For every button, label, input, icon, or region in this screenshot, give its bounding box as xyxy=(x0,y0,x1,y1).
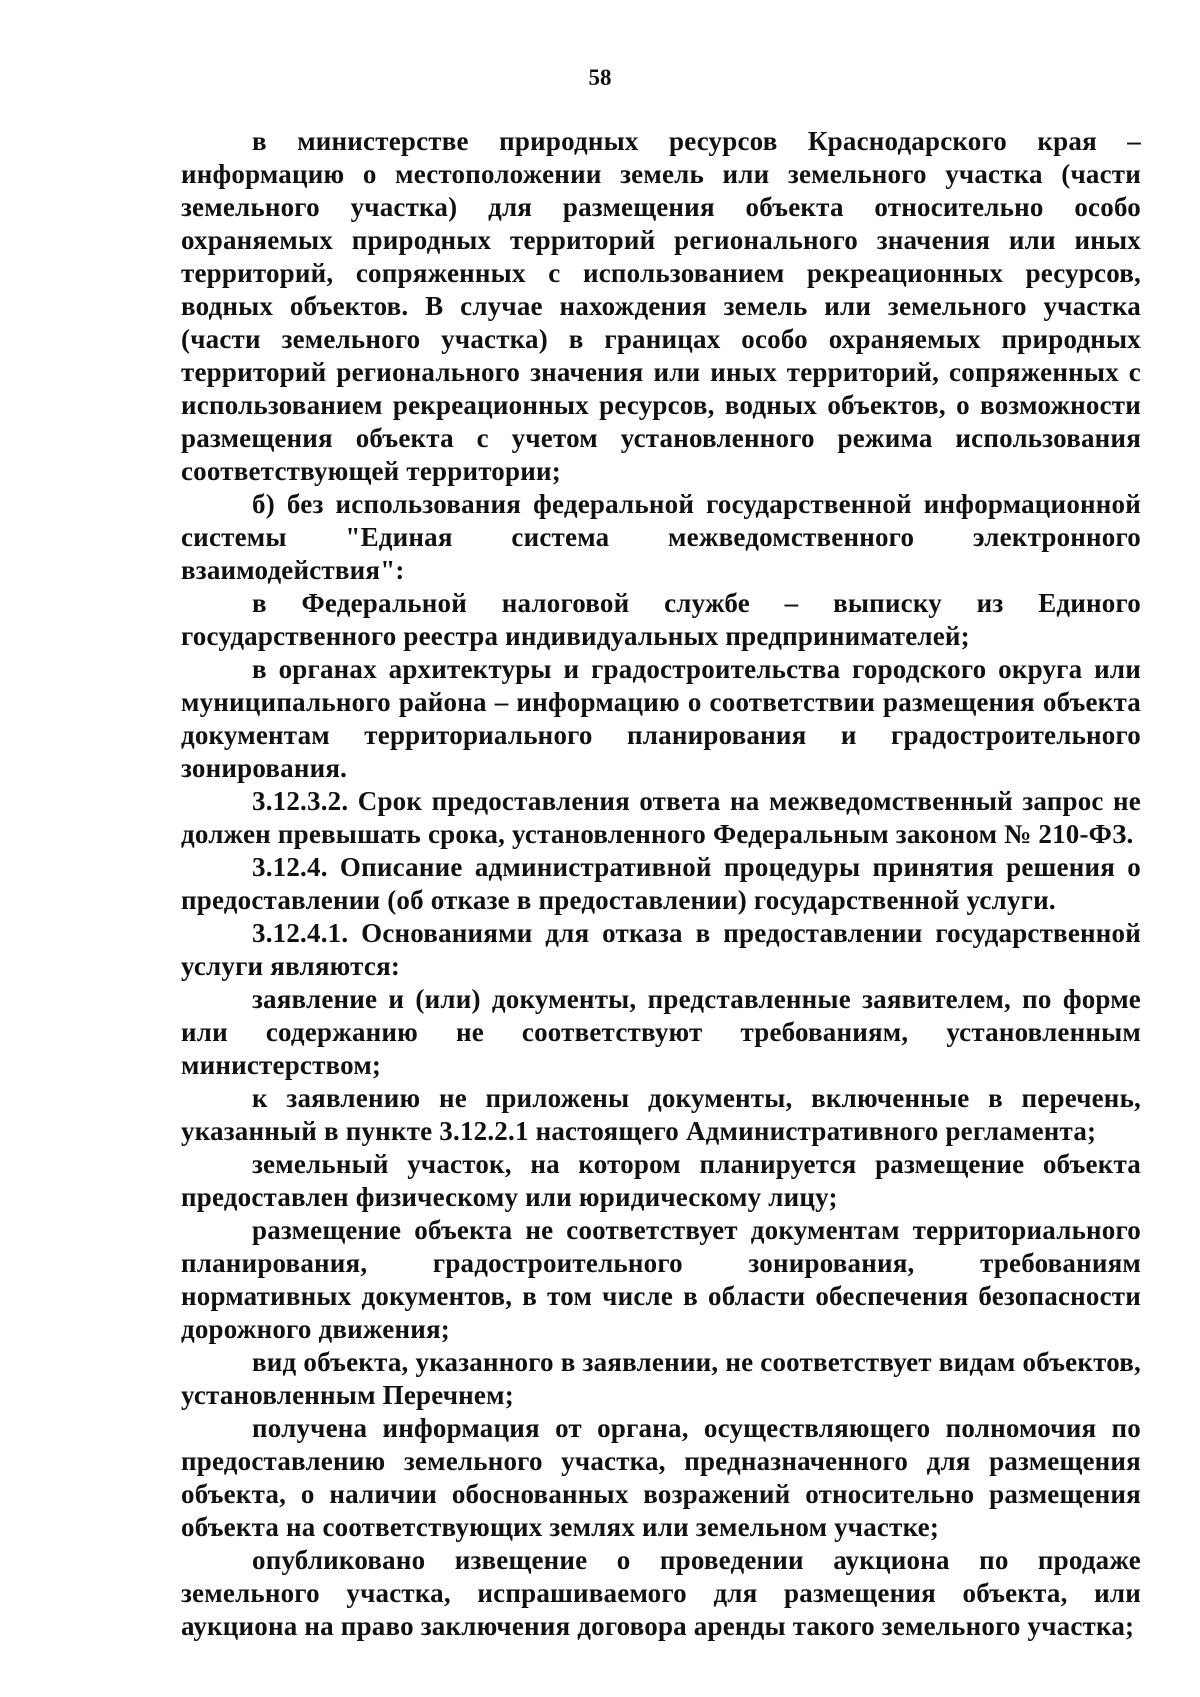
paragraph-3-12-4-1: 3.12.4.1. Основаниями для отказа в предоставлении государственной услуги являются: xyxy=(181,918,1141,981)
paragraph-3-12-3-2: 3.12.3.2. Срок предоставления ответа на межведомственный запрос не должен превышать срока, установленного Федеральным законом № 210-ФЗ. xyxy=(181,786,1141,849)
paragraph-tax-service: в Федеральной налоговой службе – выписку из Единого государственного реестра индивидуальных предпринимателей; xyxy=(181,588,1141,651)
paragraph-ministry-info: в министерстве природных ресурсов Краснодарского края – информацию о местоположении земель или земельного участка (части земельного участка) для размещения объекта относительно особо охраняемых природных территорий регионального значения или иных территорий, сопряженных с использованием рекреационных ресурсов, водных объектов. В случае нахождения земель или земельного участка (части земельного участка) в границах особо охраняемых природных территорий регионального значения или иных территорий, сопряженных с использованием рекреационных ресурсов, водных объектов, о возможности размещения объекта с учетом установленного режима использования соответствующей территории; xyxy=(181,126,1141,486)
list-item-refusal-object-type: вид объекта, указанного в заявлении, не соответствует видам объектов, установленным Перечнем; xyxy=(181,1347,1141,1410)
page-number: 58 xyxy=(588,65,612,90)
paragraph-3-12-4: 3.12.4. Описание административной процедуры принятия решения о предоставлении (об отказе в предоставлении) государственной услуги. xyxy=(181,852,1141,915)
paragraph-without-smev: б) без использования федеральной государственной информационной системы "Единая система межведомственного электронного взаимодействия": xyxy=(181,489,1141,585)
list-item-refusal-land-granted: земельный участок, на котором планируется размещение объекта предоставлен физическому или юридическому лицу; xyxy=(181,1149,1141,1212)
list-item-refusal-auction: опубликовано извещение о проведении аукциона по продаже земельного участка, испрашиваемого для размещения объекта, или аукциона на право заключения договора аренды такого земельного участка; xyxy=(181,1545,1141,1641)
list-item-refusal-documents: к заявлению не приложены документы, включенные в перечень, указанный в пункте 3.12.2.1 настоящего Административного регламента; xyxy=(181,1083,1141,1146)
document-body xyxy=(181,125,1141,1643)
paragraph-architecture-bodies: в органах архитектуры и градостроительства городского округа или муниципального района – информацию о соответствии размещения объекта документам территориального планирования и градостроительного зонирования. xyxy=(181,654,1141,783)
list-item-refusal-objections: получена информация от органа, осуществляющего полномочия по предоставлению земельного участка, предназначенного для размещения объекта, о наличии обоснованных возражений относительно размещения объекта на соответствующих землях или земельном участке; xyxy=(181,1413,1141,1542)
list-item-refusal-planning: размещение объекта не соответствует документам территориального планирования, градостроительного зонирования, требованиям нормативных документов, в том числе в области обеспечения безопасности дорожного движения; xyxy=(181,1215,1141,1344)
list-item-refusal-form: заявление и (или) документы, представленные заявителем, по форме или содержанию не соответствуют требованиям, установленным министерством; xyxy=(181,984,1141,1080)
